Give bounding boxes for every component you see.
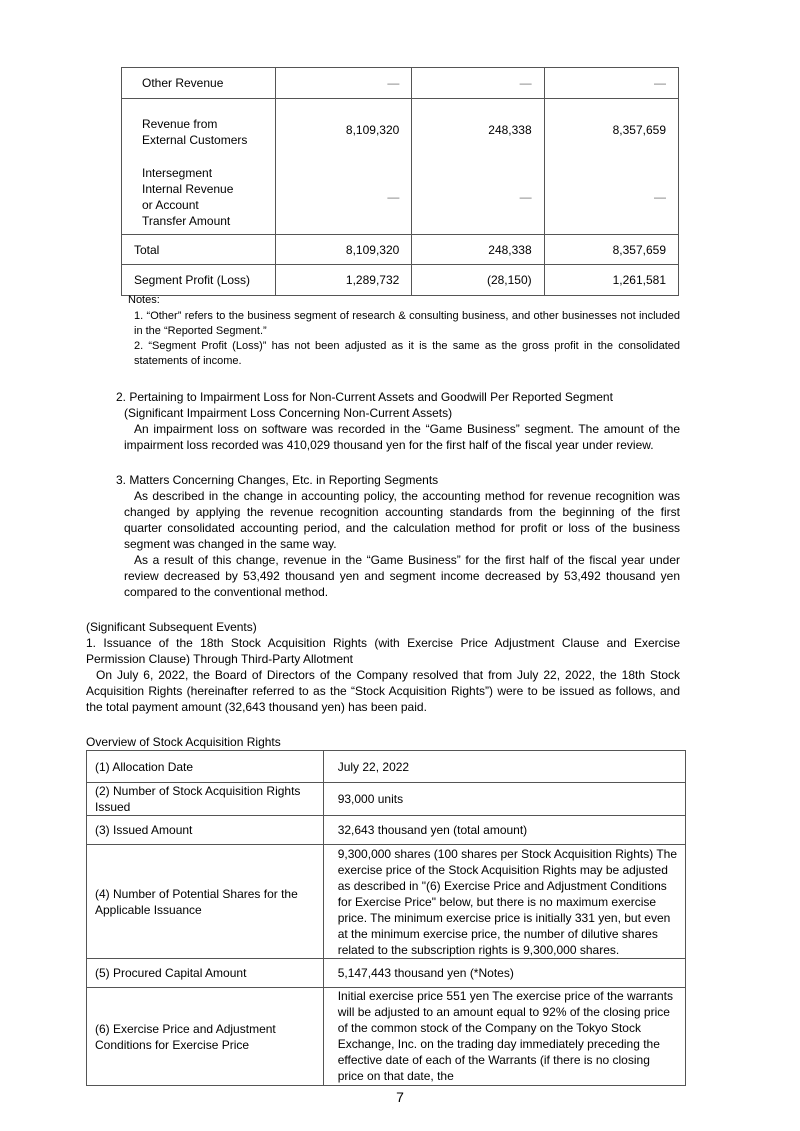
overview-table <box>86 750 686 1086</box>
note-1: 1. “Other” refers to the business segment of research & consulting business, and other businesses not included in the “Reported Segment.” <box>134 310 680 337</box>
overview-key: (4) Number of Potential Shares for the Applicable Issuance <box>87 845 324 959</box>
cell-game: — <box>276 68 412 99</box>
table-row <box>122 68 679 99</box>
overview-value: 32,643 thousand yen (total amount) <box>323 816 685 845</box>
cell-other: — <box>412 68 544 99</box>
table-row <box>122 99 679 161</box>
cell-other: 248,338 <box>412 99 544 161</box>
cell-game: 8,109,320 <box>276 235 412 265</box>
subsequent-heading: (Significant Subsequent Events) <box>86 620 257 634</box>
overview-key: (2) Number of Stock Acquisition Rights Issued <box>87 783 324 816</box>
row-label: Intersegment Internal Revenue or Account Transfer Amount <box>122 161 276 235</box>
cell-other: (28,150) <box>412 265 544 296</box>
table-row <box>122 161 679 235</box>
overview-title: Overview of Stock Acquisition Rights <box>86 735 281 749</box>
segment-table <box>121 67 679 296</box>
table-row <box>122 265 679 296</box>
table-row <box>87 751 686 783</box>
section-2-subheading: (Significant Impairment Loss Concerning Non-Current Assets) <box>124 406 453 420</box>
row-label: Segment Profit (Loss) <box>122 265 276 296</box>
overview-value: 5,147,443 thousand yen (*Notes) <box>323 959 685 988</box>
cell-total: 8,357,659 <box>544 235 678 265</box>
overview-key: (1) Allocation Date <box>87 751 324 783</box>
subsequent-body: On July 6, 2022, the Board of Directors of the Company resolved that from July 22, 2022, the 18th Stock Acquisition Rights (hereinafter referred to as the “Stock Acquisition Rights”) were to be issued as follows, and the total payment amount (32,643 thousand yen) has been paid. <box>86 668 680 714</box>
section-3-body-1: As described in the change in accounting policy, the accounting method for revenue recognition was changed by applying the revenue recognition accounting standards from the beginning of the first quarter consolidated accounting period, and the calculation method for profit or loss of the business segment was changed in the same way. <box>124 489 680 551</box>
table-row <box>87 816 686 845</box>
notes-heading: Notes: <box>128 294 160 306</box>
cell-total: — <box>544 161 678 235</box>
cell-total: — <box>544 68 678 99</box>
row-label: Other Revenue <box>122 68 276 99</box>
cell-game: 1,289,732 <box>276 265 412 296</box>
note-2: 2. “Segment Profit (Loss)” has not been adjusted as it is the same as the gross profit in the consolidated statements of income. <box>134 340 680 367</box>
section-2-heading: 2. Pertaining to Impairment Loss for Non-Current Assets and Goodwill Per Reported Segment <box>116 390 613 404</box>
table-row <box>87 845 686 959</box>
row-label: Total <box>122 235 276 265</box>
overview-value: 9,300,000 shares (100 shares per Stock Acquisition Rights) The exercise price of the Stock Acquisition Rights may be adjusted as described in "(6) Exercise Price and Adjustment Conditions for Exercise Price" below, but there is no maximum exercise price. The minimum exercise price is initially 331 yen, but even at the minimum exercise price, the number of dilutive shares related to the subscription rights is 9,300,000 shares. <box>323 845 685 959</box>
cell-total: 1,261,581 <box>544 265 678 296</box>
cell-other: — <box>412 161 544 235</box>
cell-other: 248,338 <box>412 235 544 265</box>
section-3-body-2: As a result of this change, revenue in the “Game Business” for the first half of the fiscal year under review decreased by 53,492 thousand yen and segment income decreased by 53,492 thousand yen compared to the conventional method. <box>124 553 680 599</box>
overview-value: 93,000 units <box>323 783 685 816</box>
table-row <box>87 959 686 988</box>
section-2-body: An impairment loss on software was recorded in the “Game Business” segment. The amount of the impairment loss recorded was 410,029 thousand yen for the first half of the fiscal year under review. <box>124 422 680 452</box>
overview-key: (5) Procured Capital Amount <box>87 959 324 988</box>
overview-value: Initial exercise price 551 yen The exercise price of the warrants will be adjusted to an amount equal to 92% of the closing price of the common stock of the Company on the Tokyo Stock Exchange, Inc. on the trading day immediately preceding the effective date of each of the Warrants (if there is no closing price on that date, the <box>323 988 685 1086</box>
page-number: 7 <box>396 1089 404 1105</box>
table-row <box>122 235 679 265</box>
row-label: Revenue from External Customers <box>122 99 276 161</box>
overview-value: July 22, 2022 <box>323 751 685 783</box>
cell-total: 8,357,659 <box>544 99 678 161</box>
overview-key: (3) Issued Amount <box>87 816 324 845</box>
overview-key: (6) Exercise Price and Adjustment Conditions for Exercise Price <box>87 988 324 1086</box>
section-3-heading: 3. Matters Concerning Changes, Etc. in Reporting Segments <box>116 473 439 487</box>
table-row <box>87 783 686 816</box>
cell-game: 8,109,320 <box>276 99 412 161</box>
table-row <box>87 988 686 1086</box>
cell-game: — <box>276 161 412 235</box>
subsequent-title: 1. Issuance of the 18th Stock Acquisition Rights (with Exercise Price Adjustment Clause and Exercise Permission Clause) Through Third-Party Allotment <box>86 636 680 666</box>
